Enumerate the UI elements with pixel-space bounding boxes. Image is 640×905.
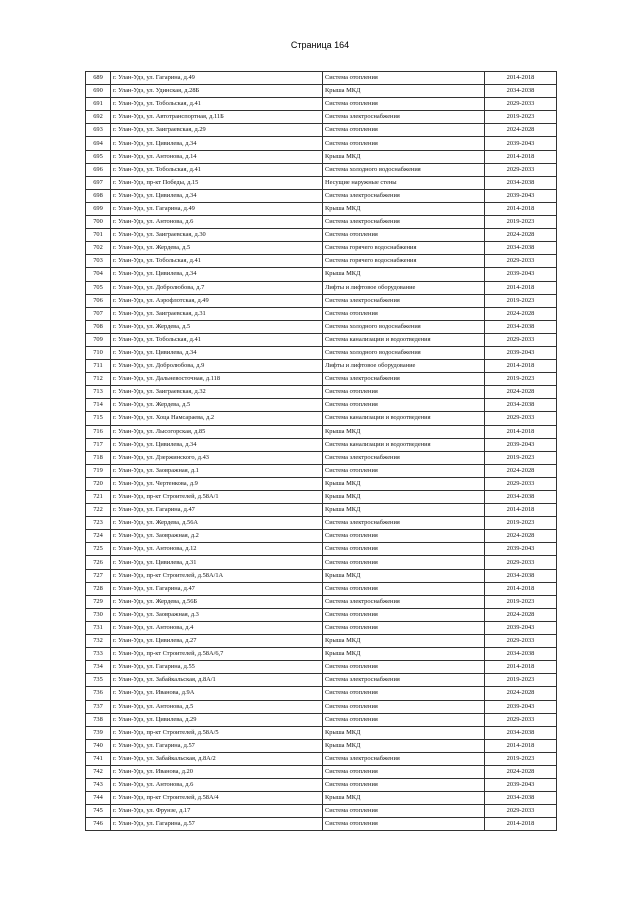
table-row (86, 412, 557, 425)
address-cell: г. Улан-Удэ, ул. Иванова, д.9А (111, 687, 323, 700)
period-cell: 2039-2043 (485, 268, 557, 281)
period-cell: 2039-2043 (485, 621, 557, 634)
work-type-cell: Система электроснабжения (323, 595, 485, 608)
period-cell: 2014-2018 (485, 202, 557, 215)
period-cell: 2034-2038 (485, 320, 557, 333)
table-row (86, 163, 557, 176)
period-cell: 2029-2033 (485, 333, 557, 346)
work-type-cell: Система электроснабжения (323, 517, 485, 530)
table-row (86, 268, 557, 281)
table-row (86, 98, 557, 111)
table-row (86, 582, 557, 595)
period-cell: 2024-2028 (485, 530, 557, 543)
table-row (86, 294, 557, 307)
address-cell: г. Улан-Удэ, ул. Цивилева, д.34 (111, 189, 323, 202)
table-row (86, 281, 557, 294)
table-row (86, 739, 557, 752)
row-number-cell: 722 (86, 504, 111, 517)
period-cell: 2029-2033 (485, 556, 557, 569)
row-number-cell: 725 (86, 543, 111, 556)
address-cell: г. Улан-Удэ, пр-кт Строителей, д.58А/1 (111, 491, 323, 504)
table-row (86, 189, 557, 202)
work-type-cell: Система отопления (323, 818, 485, 831)
row-number-cell: 692 (86, 111, 111, 124)
row-number-cell: 736 (86, 687, 111, 700)
table-row (86, 595, 557, 608)
row-number-cell: 695 (86, 150, 111, 163)
work-type-cell: Система отопления (323, 556, 485, 569)
address-cell: г. Улан-Удэ, ул. Антонова, д.4 (111, 621, 323, 634)
work-type-cell: Крыша МКД (323, 85, 485, 98)
work-type-cell: Система холодного водоснабжения (323, 320, 485, 333)
work-type-cell: Система отопления (323, 700, 485, 713)
row-number-cell: 723 (86, 517, 111, 530)
address-cell: г. Улан-Удэ, ул. Антонова, д.12 (111, 543, 323, 556)
work-type-cell: Система отопления (323, 765, 485, 778)
period-cell: 2029-2033 (485, 163, 557, 176)
period-cell: 2014-2018 (485, 150, 557, 163)
address-cell: г. Улан-Удэ, ул. Жердева, д.56А (111, 517, 323, 530)
address-cell: г. Улан-Удэ, ул. Аэрофлотская, д.49 (111, 294, 323, 307)
period-cell: 2024-2028 (485, 765, 557, 778)
address-cell: г. Улан-Удэ, ул. Жердева, д.5 (111, 320, 323, 333)
table-row (86, 543, 557, 556)
table-row (86, 333, 557, 346)
table-row (86, 360, 557, 373)
period-cell: 2039-2043 (485, 346, 557, 359)
work-type-cell: Крыша МКД (323, 268, 485, 281)
address-cell: г. Улан-Удэ, ул. Заовражная, д.3 (111, 608, 323, 621)
period-cell: 2019-2023 (485, 595, 557, 608)
period-cell: 2024-2028 (485, 608, 557, 621)
table-row (86, 530, 557, 543)
period-cell: 2029-2033 (485, 713, 557, 726)
row-number-cell: 744 (86, 792, 111, 805)
period-cell: 2039-2043 (485, 779, 557, 792)
table-row (86, 477, 557, 490)
period-cell: 2034-2038 (485, 792, 557, 805)
page-header: Страница 164 (290, 40, 350, 50)
table-row (86, 150, 557, 163)
address-cell: г. Улан-Удэ, ул. Добролюбова, д.7 (111, 281, 323, 294)
table-row (86, 399, 557, 412)
table-row (86, 386, 557, 399)
table-row (86, 818, 557, 831)
work-type-cell: Крыша МКД (323, 648, 485, 661)
row-number-cell: 710 (86, 346, 111, 359)
table-row (86, 438, 557, 451)
work-type-cell: Крыша МКД (323, 739, 485, 752)
table-row (86, 320, 557, 333)
row-number-cell: 706 (86, 294, 111, 307)
table-row (86, 779, 557, 792)
period-cell: 2014-2018 (485, 425, 557, 438)
row-number-cell: 716 (86, 425, 111, 438)
address-cell: г. Улан-Удэ, ул. Заовражная, д.2 (111, 530, 323, 543)
period-cell: 2039-2043 (485, 189, 557, 202)
table-row (86, 85, 557, 98)
work-type-cell: Система отопления (323, 530, 485, 543)
address-cell: г. Улан-Удэ, ул. Забайкальская, д.8А/2 (111, 752, 323, 765)
work-type-cell: Система отопления (323, 582, 485, 595)
work-type-cell: Система горячего водоснабжения (323, 255, 485, 268)
work-type-cell: Крыша МКД (323, 477, 485, 490)
table-row (86, 373, 557, 386)
row-number-cell: 731 (86, 621, 111, 634)
period-cell: 2034-2038 (485, 399, 557, 412)
address-cell: г. Улан-Удэ, пр-кт Победы, д.15 (111, 176, 323, 189)
table-row (86, 137, 557, 150)
address-cell: г. Улан-Удэ, ул. Цивилева, д.34 (111, 268, 323, 281)
row-number-cell: 719 (86, 464, 111, 477)
row-number-cell: 745 (86, 805, 111, 818)
work-type-cell: Система отопления (323, 621, 485, 634)
address-cell: г. Улан-Удэ, ул. Цивилева, д.31 (111, 556, 323, 569)
address-cell: г. Улан-Удэ, ул. Автотранспортная, д.11Б (111, 111, 323, 124)
row-number-cell: 727 (86, 569, 111, 582)
work-type-cell: Лифты и лифтовое оборудование (323, 281, 485, 294)
table-row (86, 72, 557, 85)
address-cell: г. Улан-Удэ, ул. Заовражная, д.1 (111, 464, 323, 477)
period-cell: 2014-2018 (485, 281, 557, 294)
row-number-cell: 694 (86, 137, 111, 150)
work-type-cell: Система электроснабжения (323, 111, 485, 124)
period-cell: 2039-2043 (485, 543, 557, 556)
work-type-cell: Система электроснабжения (323, 451, 485, 464)
row-number-cell: 711 (86, 360, 111, 373)
address-cell: г. Улан-Удэ, ул. Добролюбова, д.9 (111, 360, 323, 373)
address-cell: г. Улан-Удэ, ул. Тобольская, д.41 (111, 333, 323, 346)
address-cell: г. Улан-Удэ, ул. Цивилева, д.34 (111, 137, 323, 150)
period-cell: 2024-2028 (485, 229, 557, 242)
work-type-cell: Крыша МКД (323, 726, 485, 739)
period-cell: 2019-2023 (485, 517, 557, 530)
address-cell: г. Улан-Удэ, ул. Забайкальская, д.8А/1 (111, 674, 323, 687)
table-row (86, 765, 557, 778)
repair-schedule-table (85, 71, 557, 831)
row-number-cell: 726 (86, 556, 111, 569)
period-cell: 2034-2038 (485, 176, 557, 189)
work-type-cell: Система электроснабжения (323, 373, 485, 386)
row-number-cell: 732 (86, 635, 111, 648)
period-cell: 2024-2028 (485, 687, 557, 700)
period-cell: 2014-2018 (485, 818, 557, 831)
work-type-cell: Система отопления (323, 608, 485, 621)
row-number-cell: 721 (86, 491, 111, 504)
address-cell: г. Улан-Удэ, ул. Лысогорская, д.85 (111, 425, 323, 438)
table-row (86, 202, 557, 215)
address-cell: г. Улан-Удэ, ул. Антонова, д.14 (111, 150, 323, 163)
period-cell: 2029-2033 (485, 255, 557, 268)
address-cell: г. Улан-Удэ, ул. Цивилева, д.27 (111, 635, 323, 648)
period-cell: 2024-2028 (485, 124, 557, 137)
row-number-cell: 699 (86, 202, 111, 215)
work-type-cell: Система электроснабжения (323, 216, 485, 229)
period-cell: 2014-2018 (485, 582, 557, 595)
address-cell: г. Улан-Удэ, ул. Гагарина, д.47 (111, 582, 323, 595)
table-row (86, 242, 557, 255)
work-type-cell: Система электроснабжения (323, 674, 485, 687)
row-number-cell: 702 (86, 242, 111, 255)
address-cell: г. Улан-Удэ, ул. Антонова, д.5 (111, 700, 323, 713)
table-row (86, 176, 557, 189)
row-number-cell: 729 (86, 595, 111, 608)
row-number-cell: 737 (86, 700, 111, 713)
row-number-cell: 712 (86, 373, 111, 386)
address-cell: г. Улан-Удэ, ул. Хоца Намсараева, д.2 (111, 412, 323, 425)
table-row (86, 713, 557, 726)
row-number-cell: 693 (86, 124, 111, 137)
work-type-cell: Крыша МКД (323, 635, 485, 648)
table-row (86, 124, 557, 137)
address-cell: г. Улан-Удэ, ул. Заиграевская, д.32 (111, 386, 323, 399)
table-row (86, 726, 557, 739)
period-cell: 2034-2038 (485, 726, 557, 739)
period-cell: 2019-2023 (485, 216, 557, 229)
address-cell: г. Улан-Удэ, ул. Заиграевская, д.29 (111, 124, 323, 137)
table-row (86, 792, 557, 805)
address-cell: г. Улан-Удэ, пр-кт Строителей, д.58А/4 (111, 792, 323, 805)
work-type-cell: Система отопления (323, 464, 485, 477)
period-cell: 2019-2023 (485, 451, 557, 464)
work-type-cell: Система канализации и водоотведения (323, 412, 485, 425)
row-number-cell: 740 (86, 739, 111, 752)
period-cell: 2039-2043 (485, 438, 557, 451)
work-type-cell: Лифты и лифтовое оборудование (323, 360, 485, 373)
table-row (86, 111, 557, 124)
row-number-cell: 728 (86, 582, 111, 595)
period-cell: 2024-2028 (485, 464, 557, 477)
work-type-cell: Система отопления (323, 98, 485, 111)
row-number-cell: 720 (86, 477, 111, 490)
table-row (86, 621, 557, 634)
work-type-cell: Система электроснабжения (323, 752, 485, 765)
work-type-cell: Крыша МКД (323, 504, 485, 517)
period-cell: 2019-2023 (485, 752, 557, 765)
work-type-cell: Крыша МКД (323, 425, 485, 438)
work-type-cell: Система отопления (323, 713, 485, 726)
row-number-cell: 742 (86, 765, 111, 778)
row-number-cell: 705 (86, 281, 111, 294)
address-cell: г. Улан-Удэ, ул. Дальневосточная, д.118 (111, 373, 323, 386)
table-row (86, 569, 557, 582)
work-type-cell: Система отопления (323, 72, 485, 85)
period-cell: 2039-2043 (485, 700, 557, 713)
work-type-cell: Система отопления (323, 307, 485, 320)
work-type-cell: Система канализации и водоотведения (323, 438, 485, 451)
work-type-cell: Система холодного водоснабжения (323, 346, 485, 359)
work-type-cell: Система горячего водоснабжения (323, 242, 485, 255)
work-type-cell: Система отопления (323, 124, 485, 137)
table-row (86, 504, 557, 517)
address-cell: г. Улан-Удэ, ул. Чертенкова, д.9 (111, 477, 323, 490)
table-row (86, 216, 557, 229)
period-cell: 2039-2043 (485, 137, 557, 150)
period-cell: 2029-2033 (485, 805, 557, 818)
work-type-cell: Крыша МКД (323, 202, 485, 215)
work-type-cell: Система холодного водоснабжения (323, 163, 485, 176)
address-cell: г. Улан-Удэ, ул. Тобольская, д.41 (111, 255, 323, 268)
work-type-cell: Система отопления (323, 661, 485, 674)
row-number-cell: 707 (86, 307, 111, 320)
address-cell: г. Улан-Удэ, ул. Цивилева, д.34 (111, 346, 323, 359)
work-type-cell: Система отопления (323, 805, 485, 818)
work-type-cell: Крыша МКД (323, 792, 485, 805)
work-type-cell: Система отопления (323, 229, 485, 242)
address-cell: г. Улан-Удэ, ул. Цивилева, д.29 (111, 713, 323, 726)
period-cell: 2029-2033 (485, 477, 557, 490)
address-cell: г. Улан-Удэ, ул. Гагарина, д.57 (111, 818, 323, 831)
row-number-cell: 696 (86, 163, 111, 176)
row-number-cell: 730 (86, 608, 111, 621)
row-number-cell: 713 (86, 386, 111, 399)
work-type-cell: Система отопления (323, 386, 485, 399)
work-type-cell: Несущие наружные стены (323, 176, 485, 189)
address-cell: г. Улан-Удэ, ул. Тобольская, д.41 (111, 98, 323, 111)
address-cell: г. Улан-Удэ, ул. Жердева, д.5 (111, 242, 323, 255)
address-cell: г. Улан-Удэ, пр-кт Строителей, д.58А/6,7 (111, 648, 323, 661)
address-cell: г. Улан-Удэ, пр-кт Строителей, д.58А/1А (111, 569, 323, 582)
work-type-cell: Система канализации и водоотведения (323, 333, 485, 346)
table-row (86, 648, 557, 661)
row-number-cell: 709 (86, 333, 111, 346)
address-cell: г. Улан-Удэ, ул. Иванова, д.20 (111, 765, 323, 778)
row-number-cell: 734 (86, 661, 111, 674)
table-row (86, 464, 557, 477)
period-cell: 2014-2018 (485, 72, 557, 85)
row-number-cell: 724 (86, 530, 111, 543)
work-type-cell: Система отопления (323, 137, 485, 150)
period-cell: 2034-2038 (485, 491, 557, 504)
work-type-cell: Крыша МКД (323, 569, 485, 582)
row-number-cell: 746 (86, 818, 111, 831)
row-number-cell: 738 (86, 713, 111, 726)
work-type-cell: Система электроснабжения (323, 294, 485, 307)
row-number-cell: 718 (86, 451, 111, 464)
address-cell: г. Улан-Удэ, пр-кт Строителей, д.58А/5 (111, 726, 323, 739)
period-cell: 2034-2038 (485, 569, 557, 582)
table-row (86, 674, 557, 687)
row-number-cell: 701 (86, 229, 111, 242)
period-cell: 2014-2018 (485, 739, 557, 752)
period-cell: 2014-2018 (485, 504, 557, 517)
work-type-cell: Система отопления (323, 687, 485, 700)
row-number-cell: 689 (86, 72, 111, 85)
table-row (86, 451, 557, 464)
period-cell: 2019-2023 (485, 111, 557, 124)
table-row (86, 229, 557, 242)
work-type-cell: Система отопления (323, 543, 485, 556)
row-number-cell: 715 (86, 412, 111, 425)
row-number-cell: 690 (86, 85, 111, 98)
table-row (86, 752, 557, 765)
row-number-cell: 698 (86, 189, 111, 202)
address-cell: г. Улан-Удэ, ул. Фрунзе, д.17 (111, 805, 323, 818)
row-number-cell: 703 (86, 255, 111, 268)
period-cell: 2034-2038 (485, 242, 557, 255)
address-cell: г. Улан-Удэ, ул. Гагарина, д.49 (111, 202, 323, 215)
address-cell: г. Улан-Удэ, ул. Гагарина, д.47 (111, 504, 323, 517)
table-row (86, 805, 557, 818)
address-cell: г. Улан-Удэ, ул. Гагарина, д.55 (111, 661, 323, 674)
address-cell: г. Улан-Удэ, ул. Тобольская, д.41 (111, 163, 323, 176)
table-row (86, 608, 557, 621)
period-cell: 2029-2033 (485, 412, 557, 425)
table-row (86, 491, 557, 504)
table-row (86, 700, 557, 713)
row-number-cell: 739 (86, 726, 111, 739)
address-cell: г. Улан-Удэ, ул. Удинская, д.28Б (111, 85, 323, 98)
row-number-cell: 741 (86, 752, 111, 765)
period-cell: 2019-2023 (485, 373, 557, 386)
address-cell: г. Улан-Удэ, ул. Гагарина, д.57 (111, 739, 323, 752)
row-number-cell: 735 (86, 674, 111, 687)
period-cell: 2024-2028 (485, 386, 557, 399)
period-cell: 2029-2033 (485, 635, 557, 648)
period-cell: 2014-2018 (485, 360, 557, 373)
table-row (86, 307, 557, 320)
period-cell: 2014-2018 (485, 661, 557, 674)
work-type-cell: Система отопления (323, 779, 485, 792)
address-cell: г. Улан-Удэ, ул. Дзержинского, д.43 (111, 451, 323, 464)
row-number-cell: 700 (86, 216, 111, 229)
address-cell: г. Улан-Удэ, ул. Цивилева, д.34 (111, 438, 323, 451)
work-type-cell: Система отопления (323, 399, 485, 412)
period-cell: 2034-2038 (485, 85, 557, 98)
row-number-cell: 717 (86, 438, 111, 451)
period-cell: 2019-2023 (485, 674, 557, 687)
work-type-cell: Крыша МКД (323, 150, 485, 163)
address-cell: г. Улан-Удэ, ул. Жердева, д.56Б (111, 595, 323, 608)
table-row (86, 556, 557, 569)
row-number-cell: 733 (86, 648, 111, 661)
row-number-cell: 697 (86, 176, 111, 189)
row-number-cell: 708 (86, 320, 111, 333)
address-cell: г. Улан-Удэ, ул. Антонова, д.6 (111, 216, 323, 229)
address-cell: г. Улан-Удэ, ул. Заиграевская, д.30 (111, 229, 323, 242)
work-type-cell: Крыша МКД (323, 491, 485, 504)
table-row (86, 635, 557, 648)
row-number-cell: 691 (86, 98, 111, 111)
address-cell: г. Улан-Удэ, ул. Антонова, д.6 (111, 779, 323, 792)
table-body (86, 72, 557, 831)
table-row (86, 255, 557, 268)
period-cell: 2019-2023 (485, 294, 557, 307)
address-cell: г. Улан-Удэ, ул. Гагарина, д.49 (111, 72, 323, 85)
address-cell: г. Улан-Удэ, ул. Заиграевская, д.31 (111, 307, 323, 320)
row-number-cell: 743 (86, 779, 111, 792)
address-cell: г. Улан-Удэ, ул. Жердева, д.5 (111, 399, 323, 412)
row-number-cell: 704 (86, 268, 111, 281)
table-row (86, 661, 557, 674)
work-type-cell: Система электроснабжения (323, 189, 485, 202)
table-row (86, 687, 557, 700)
period-cell: 2034-2038 (485, 648, 557, 661)
table-row (86, 425, 557, 438)
table-row (86, 346, 557, 359)
table-row (86, 517, 557, 530)
period-cell: 2024-2028 (485, 307, 557, 320)
period-cell: 2029-2033 (485, 98, 557, 111)
row-number-cell: 714 (86, 399, 111, 412)
